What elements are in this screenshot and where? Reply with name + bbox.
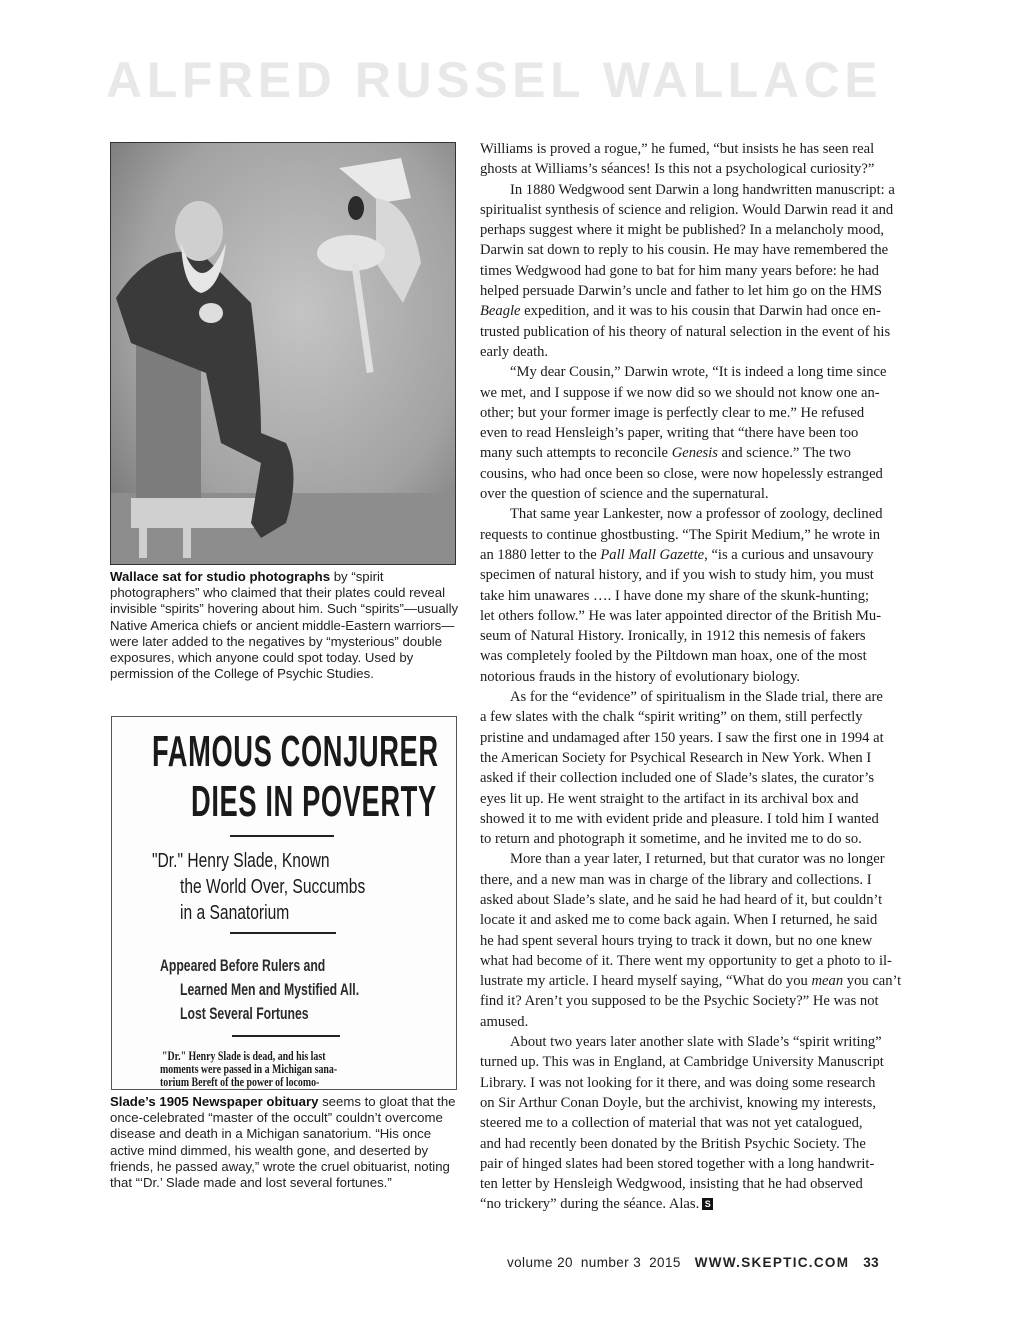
clipping-caption-lead: Slade’s 1905 Newspaper obituary (110, 1094, 319, 1109)
clipping-subhead-1: "Dr." Henry Slade, Known (152, 850, 330, 872)
paragraph-1: Williams is proved a rogue,” he fumed, “but insists he has seen real ghosts at Williams’s séances! Is this not a psychological curiosity?” (480, 141, 875, 178)
page-number: 33 (863, 1255, 880, 1270)
skeptic-end-mark-icon: S (702, 1198, 713, 1210)
page-title: ALFRED RUSSEL WALLACE (106, 52, 883, 108)
photo-caption (110, 569, 460, 682)
paragraph-3: “My dear Cousin,” Darwin wrote, “It is indeed a long time since we met, and I suppose if we now did so we should not know one an- other; but your former image is perfectly clear to me.” He refused even to read Hensleigh’s paper, writing that “there have been too many such attempts to reconcile Genesis and science.” The two cousins, who had once been so close, were now hopelessly estranged over the question of science and the supernatural. (480, 364, 887, 503)
clipping-headline-1: FAMOUS CONJURER (152, 727, 439, 776)
article-body (480, 139, 928, 1215)
photo-caption-lead: Wallace sat for studio photographs (110, 569, 331, 584)
mean-italic: mean (811, 973, 844, 990)
clipping-deck-2: Learned Men and Mystified All. (180, 980, 360, 999)
footer-website-link[interactable]: WWW.SKEPTIC.COM (694, 1255, 850, 1270)
clipping-subhead-2: the World Over, Succumbs (180, 876, 366, 898)
clipping-body-2: moments were passed in a Michigan sana- (160, 1061, 338, 1076)
paragraph-4: That same year Lankester, now a professor of zoology, declined requests to continue ghostbusting. “The Spirit Medium,” he wrote in an 1880 letter to the Pall Mall Gazette, “is a curious and unsavoury specimen of natural history, and if you wish to study him, you must take him unawares …. I have done my share of the skunk-hunting; let others follow.” He was later appointed director of the British Mu- seum of Natural History. Ironically, in 1912 this nemesis of fakers was completely fooled by the Piltdown man hoax, one of the most notorious frauds in the history of evolutionary biology. (480, 506, 883, 685)
footer-volume: volume 20 (507, 1255, 573, 1270)
paragraph-2: In 1880 Wedgwood sent Darwin a long handwritten manuscript: a spiritualist synthesis of science and religion. Would Darwin read it and perhaps suggest where it might be published? In a melancholy mood, Darwin sat down to reply to his cousin. He may have remembered the times Wedgwood had gone to bat for him many years before: he had helped persuade Darwin’s uncle and father to let him go on the HMS Beagle expedition, and it was to his cousin that Darwin had once en- trusted publication of his theory of natural selection in the event of his early death. (480, 181, 895, 360)
beagle-italic: Beagle (480, 303, 521, 320)
footer-year: 2015 (649, 1255, 681, 1270)
clipping-rule (230, 835, 334, 837)
paragraph-6: More than a year later, I returned, but that curator was no longer there, and a new man was in charge of the library and collections. I asked about Slade’s slate, and he said he had heard of it, but couldn’t locate it and asked me to come back again. When I returned, he said he had spent several hours trying to track it down, but no one knew what had become of it. There went my opportunity to get a photo to il- lustrate my article. I heard myself saying, “What do you mean you can’t find it? Aren’t you supposed to be the Psychic Society?” He was not amused. (480, 851, 902, 1030)
clipping-body-3: torium Bereft of the power of locomo- (160, 1074, 320, 1089)
paragraph-5: As for the “evidence” of spiritualism in the Slade trial, there are a few slates with the chalk “spirit writing” on them, still perfectly pristine and undamaged after 150 years. I saw the first one in 1994 at the American Society for Psychical Research in New York. When I asked if their collection included one of Slade’s slates, the curator’s eyes lit up. He went straight to the artifact in its archival box and showed it to me with evident pride and pleasure. I told him I wanted to return and photograph it sometime, and he invited me to do so. (480, 689, 884, 848)
paragraph-7: About two years later another slate with Slade’s “spirit writing” turned up. This was in England, at Cambridge University Manuscript Library. I was not looking for it there, and was doing some research on Sir Arthur Conan Doyle, but the archivist, knowing my interests, steered me to a collection of material that was not yet catalogued, and had recently been donated by the British Psychic Society. The pair of hinged slates had been stored together with a long handwrit- ten letter by Hensleigh Wedgwood, insisting that he had observed “no trickery” during the séance. Alas. S (480, 1034, 884, 1213)
clipping-caption-text: seems to gloat that the once-celebrated “master of the occult” couldn’t overcome disease and death in a Michigan sanatorium. “His once active mind dimmed, his wealth gone, and deserted by friends, he passed away,” wrote the cruel obituarist, noting that “‘Dr.’ Slade made and lost several fortunes.” (110, 1094, 456, 1191)
clipping-headline-2: DIES IN POVERTY (191, 777, 437, 826)
clipping-caption (110, 1094, 460, 1191)
clipping-deck-1: Appeared Before Rulers and (160, 956, 326, 975)
photo-illustration (111, 143, 456, 565)
pall-mall-gazette-italic: Pall Mall Gazette (600, 546, 705, 563)
newspaper-clipping (111, 716, 457, 1090)
page-footer (507, 1255, 879, 1270)
genesis-italic: Genesis (671, 445, 718, 462)
clipping-rule (230, 932, 336, 934)
clipping-subhead-3: in a Sanatorium (180, 902, 290, 924)
wallace-spirit-photo (110, 142, 456, 565)
photo-caption-text: by “spirit photographers” who claimed that their plates could reveal invisible “spirits” hovering about him. Such “spirits”—usually Native America chiefs or ancient middle-Eastern warriors—were later added to the negatives by “mysterious” double exposures, which anyone could spot today. Used by permission of the College of Psychic Studies. (110, 569, 459, 682)
clipping-body-1: "Dr." Henry Slade is dead, and his last (162, 1048, 326, 1063)
clipping-rule (232, 1035, 340, 1037)
footer-number: number 3 (580, 1255, 642, 1270)
clipping-deck-3: Lost Several Fortunes (180, 1004, 309, 1023)
